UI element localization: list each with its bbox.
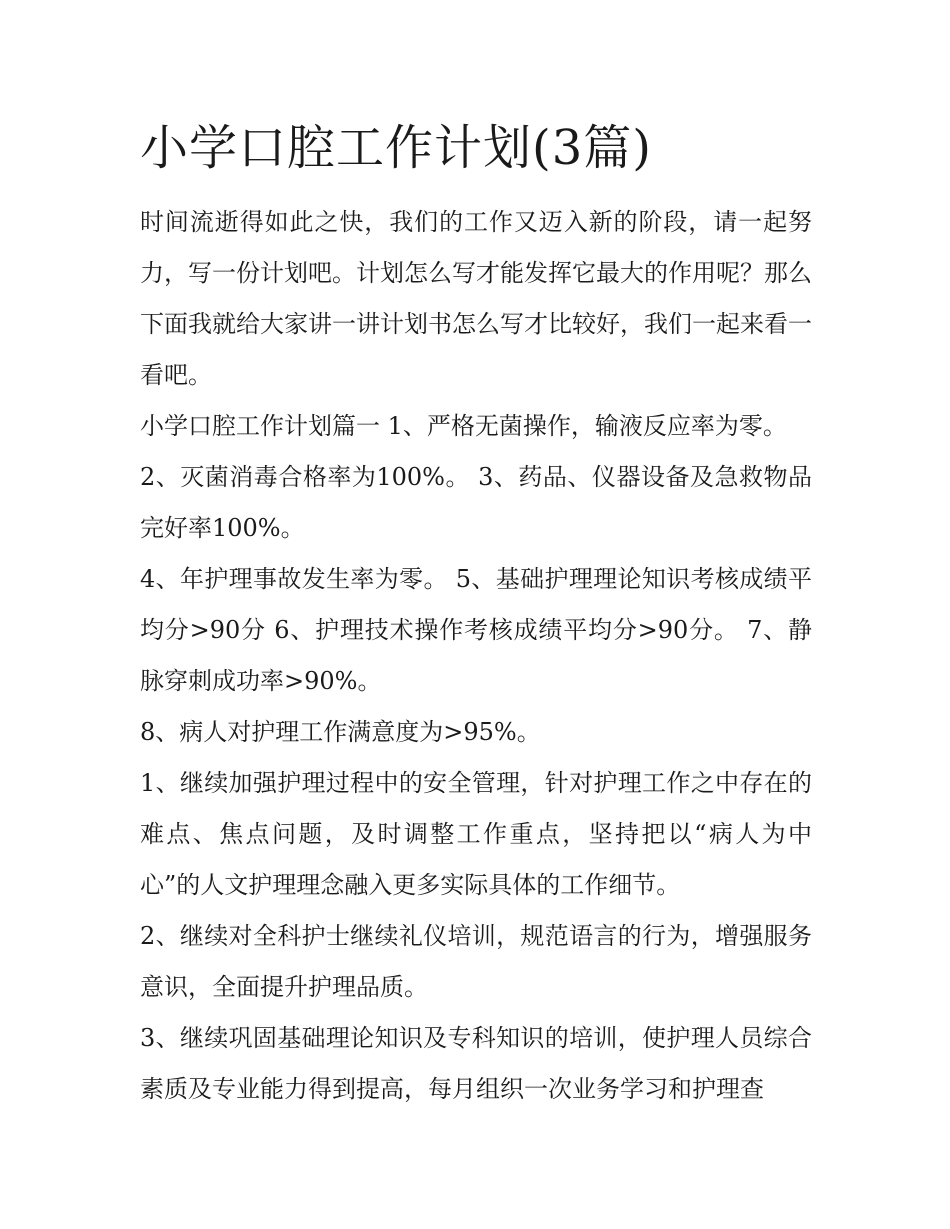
paragraph-measure-3: 3、继续巩固基础理论知识及专科知识的培训，使护理人员综合素质及专业能力得到提高，每月组织一次业务学习和护理查 (140, 1024, 812, 1103)
paragraph-intro: 时间流逝得如此之快，我们的工作又迈入新的阶段，请一起努力，写一份计划吧。计划怎么写才能发挥它最大的作用呢？那么下面我就给大家讲一讲计划书怎么写才比较好，我们一起来看一看吧。 (140, 208, 812, 389)
document-title: 小学口腔工作计划(3篇) (140, 120, 652, 176)
paragraph-plan-items-2-3: 2、灭菌消毒合格率为100%。 3、药品、仪器设备及急救物品完好率100%。 (140, 463, 812, 542)
paragraph-plan-item-8: 8、病人对护理工作满意度为>95%。 (140, 718, 541, 746)
document-body (140, 197, 812, 1115)
paragraph-measure-2: 2、继续对全科护士继续礼仪培训，规范语言的行为，增强服务意识，全面提升护理品质。 (140, 922, 812, 1001)
paragraph-plan-items-4-7: 4、年护理事故发生率为零。 5、基础护理理论知识考核成绩平均分>90分 6、护理技术操作考核成绩平均分>90分。 7、静脉穿刺成功率>90%。 (140, 565, 812, 695)
paragraph-measure-1: 1、继续加强护理过程中的安全管理，针对护理工作之中存在的难点、焦点问题，及时调整工作重点，坚持把以“病人为中心”的人文护理理念融入更多实际具体的工作细节。 (140, 769, 812, 899)
paragraph-plan-item-1: 小学口腔工作计划篇一 1、严格无菌操作，输液反应率为零。 (140, 412, 787, 440)
